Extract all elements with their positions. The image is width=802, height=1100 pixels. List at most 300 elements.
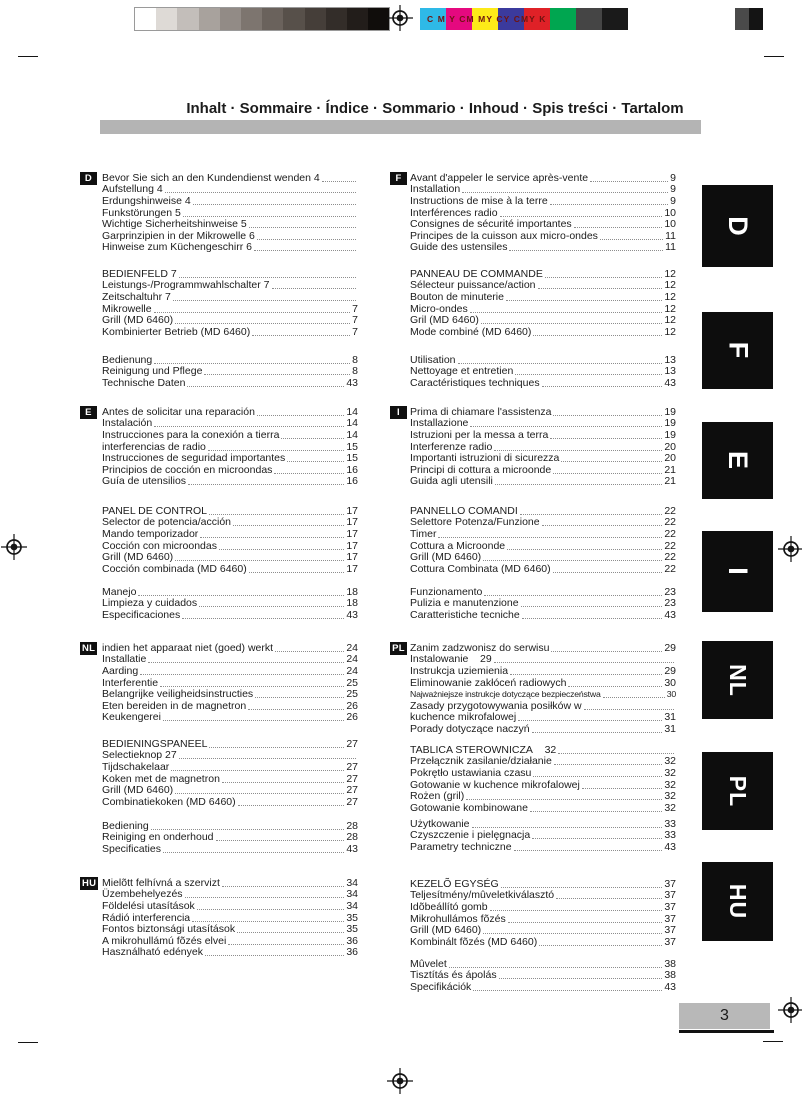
toc-leader-dots [182, 618, 344, 619]
grayscale-step [347, 8, 368, 30]
toc-entry [102, 354, 358, 366]
toc-block [410, 878, 676, 948]
toc-block [102, 406, 358, 487]
toc-entry-label: Combinatiekoken (MD 6460) [102, 795, 236, 808]
toc-leader-dots [508, 922, 663, 923]
toc-entry [410, 744, 676, 756]
toc-entry-page: 27 [346, 760, 358, 773]
toc-entry-label: Nettoyage et entretien [410, 365, 514, 378]
toc-leader-dots [183, 216, 356, 217]
toc-entry-label: Mode combiné (MD 6460) [410, 325, 532, 338]
lang-badge-i: I [390, 406, 407, 419]
registration-mark-icon [778, 997, 802, 1023]
toc-entry [102, 796, 358, 808]
toc-leader-dots [520, 514, 663, 515]
toc-entry [410, 598, 676, 610]
toc-entry [102, 877, 358, 889]
toc-entry [102, 761, 358, 773]
toc-entry-page: 37 [664, 889, 676, 902]
toc-entry-label: Reiniging en onderhoud [102, 831, 214, 844]
toc-leader-dots [151, 829, 345, 830]
toc-leader-dots [209, 514, 344, 515]
toc-entry [102, 184, 358, 196]
toc-leader-dots [165, 192, 356, 193]
toc-entry-label: Guide des ustensiles [410, 241, 508, 254]
toc-entry [102, 738, 358, 750]
grayscale-step [241, 8, 262, 30]
lang-badge-nl: NL [82, 643, 96, 654]
toc-entry-label: Bedienung [102, 353, 153, 366]
toc-entry [410, 505, 676, 517]
toc-block [102, 505, 358, 575]
toc-entry-label: BEDIENINGSPANEEL [102, 737, 208, 750]
toc-entry-label: Cocción combinada (MD 6460) [102, 562, 247, 575]
toc-leader-dots [533, 776, 662, 777]
toc-entry-label: Caractéristiques techniques [410, 376, 540, 389]
toc-leader-dots [175, 323, 350, 324]
toc-entry [102, 832, 358, 844]
toc-leader-dots [179, 277, 356, 278]
toc-entry [410, 609, 676, 621]
toc-entry-label: Caratteristiche tecniche [410, 608, 520, 621]
toc-block [102, 268, 358, 338]
toc-entry-page: 28 [346, 831, 358, 844]
side-tab-label: PL [724, 775, 751, 807]
toc-entry [410, 913, 676, 925]
toc-entry-page: 22 [664, 539, 676, 552]
toc-entry-page: 33 [664, 829, 676, 842]
toc-leader-dots [200, 537, 344, 538]
toc-entry-page: 12 [664, 325, 676, 338]
lang-badge-f: F [390, 172, 407, 185]
toc-entry-page: 12 [664, 290, 676, 303]
toc-entry [410, 841, 676, 853]
toc-entry [410, 936, 676, 948]
toc-entry-page: 10 [664, 206, 676, 219]
toc-leader-dots [179, 758, 356, 759]
toc-entry-label: PANNEAU DE COMMANDE [410, 267, 543, 280]
toc-entry-label: Interférences radio [410, 206, 498, 219]
toc-entry-page: 7 [352, 314, 358, 327]
toc-entry-label: Micro-ondes [410, 302, 468, 315]
toc-entry [410, 464, 676, 476]
toc-entry-label: Especificaciones [102, 608, 181, 621]
toc-entry-label: Istruzioni per la messa a terra [410, 428, 549, 441]
toc-entry-page: 16 [346, 463, 358, 476]
toc-leader-dots [550, 204, 668, 205]
toc-entry-label: Teljesítmény/mûveletkiválasztó [410, 889, 555, 902]
toc-leader-dots [490, 910, 663, 911]
toc-entry-label: Instructions de mise à la terre [410, 194, 548, 207]
toc-entry-page: 8 [352, 365, 358, 378]
toc-leader-dots [530, 811, 662, 812]
toc-entry-page: 13 [664, 365, 676, 378]
toc-entry-label: Hinweise zum Küchengeschirr 6 [102, 241, 252, 254]
toc-entry-page: 13 [664, 353, 676, 366]
toc-entry [410, 689, 676, 701]
toc-entry-page: 43 [664, 608, 676, 621]
toc-entry-label: Avant d'appeler le service après-vente [410, 171, 589, 184]
toc-entry-page: 36 [346, 934, 358, 947]
toc-entry-page: 9 [670, 171, 676, 184]
toc-leader-dots [175, 793, 344, 794]
grayscale-step [220, 8, 241, 30]
toc-entry-label: Installation [410, 183, 461, 196]
toc-entry [410, 552, 676, 564]
toc-block [410, 744, 676, 814]
lang-badge-pl: PL [390, 642, 407, 655]
toc-block [410, 406, 676, 487]
toc-entry [410, 303, 676, 315]
toc-entry-page: 22 [664, 516, 676, 529]
toc-entry-page: 43 [664, 376, 676, 389]
toc-entry [102, 517, 358, 529]
toc-entry-page: 24 [346, 664, 358, 677]
toc-entry-label: Installatie [102, 653, 147, 666]
toc-entry [410, 184, 676, 196]
toc-entry-label: Funzionamento [410, 585, 483, 598]
toc-entry-label: Gotowanie w kuchence mikrofalowej [410, 778, 580, 791]
toc-entry-page: 32 [664, 790, 676, 803]
toc-entry-page: 27 [346, 772, 358, 785]
toc-entry-page: 22 [664, 527, 676, 540]
toc-leader-dots [553, 473, 662, 474]
toc-leader-dots [499, 978, 663, 979]
toc-entry-label: Aarding [102, 664, 139, 677]
toc-leader-dots [574, 227, 663, 228]
toc-entry [102, 366, 358, 378]
toc-entry-page: 29 [664, 664, 676, 677]
toc-entry-page: 24 [346, 653, 358, 666]
grayscale-step [177, 8, 198, 30]
toc-entry [102, 540, 358, 552]
toc-leader-dots [514, 850, 663, 851]
toc-entry [410, 878, 676, 890]
grayscale-step [135, 8, 156, 30]
toc-entry [410, 723, 676, 735]
toc-entry-page: 19 [664, 428, 676, 441]
toc-entry [410, 429, 676, 441]
toc-leader-dots [500, 216, 663, 217]
side-tab-e [702, 422, 773, 499]
toc-leader-dots [204, 374, 350, 375]
toc-entry-label: indien het apparaat niet (goed) werkt [102, 641, 274, 654]
toc-entry-label: Reinigung und Pflege [102, 365, 203, 378]
toc-entry-label: KEZELÕ EGYSÉG [410, 877, 499, 890]
toc-leader-dots [582, 788, 662, 789]
toc-leader-dots [568, 686, 662, 687]
side-tab-label: I [722, 567, 753, 576]
toc-entry [102, 924, 358, 936]
toc-entry-page: 38 [664, 957, 676, 970]
side-tab-label: F [723, 341, 753, 360]
toc-entry [410, 890, 676, 902]
toc-entry-label: Instalowanie 29 [410, 653, 492, 666]
toc-entry [102, 586, 358, 598]
toc-entry [102, 654, 358, 666]
toc-entry-page: 26 [346, 711, 358, 724]
toc-entry-label: Grill (MD 6460) [102, 551, 174, 564]
color-step [576, 8, 602, 30]
toc-entry-label: Timer [410, 527, 437, 540]
toc-entry [102, 563, 358, 575]
toc-leader-dots [249, 572, 345, 573]
toc-entry-page: 27 [346, 784, 358, 797]
toc-entry-label: PANEL DE CONTROL [102, 504, 208, 517]
lang-badge-e: E [80, 406, 97, 419]
toc-leader-dots [483, 933, 662, 934]
toc-entry-label: Installazione [410, 417, 469, 430]
toc-entry-label: Használható edények [102, 946, 203, 959]
registration-mark-icon [778, 536, 802, 562]
toc-entry [410, 712, 676, 724]
toc-entry-page: 23 [664, 597, 676, 610]
toc-entry-label: interferencias de radio [102, 440, 206, 453]
toc-entry [410, 453, 676, 465]
grayscale-step [199, 8, 220, 30]
side-tab-pl [702, 752, 773, 830]
toc-entry-page: 31 [664, 723, 676, 736]
side-tab-label: D [723, 215, 753, 237]
toc-entry [410, 563, 676, 575]
toc-entry [102, 377, 358, 389]
toc-entry [102, 820, 358, 832]
toc-leader-dots [518, 720, 662, 721]
toc-entry [102, 230, 358, 242]
toc-entry [410, 366, 676, 378]
toc-entry-page: 17 [346, 504, 358, 517]
toc-leader-dots [550, 438, 662, 439]
toc-entry-page: 32 [664, 755, 676, 768]
toc-entry [102, 912, 358, 924]
toc-leader-dots [481, 323, 662, 324]
toc-leader-dots [197, 909, 345, 910]
toc-leader-dots [483, 560, 662, 561]
toc-leader-dots [556, 898, 662, 899]
toc-entry [410, 418, 676, 430]
toc-entry [102, 476, 358, 488]
toc-entry [102, 900, 358, 912]
toc-entry [410, 802, 676, 814]
toc-entry [102, 552, 358, 564]
toc-entry-page: 15 [346, 452, 358, 465]
toc-leader-dots [551, 651, 662, 652]
registration-mark-icon [387, 1068, 413, 1094]
toc-entry [102, 242, 358, 254]
toc-entry-page: 7 [352, 302, 358, 315]
toc-leader-dots [281, 438, 344, 439]
page-number: 3 [679, 1003, 770, 1029]
side-tab-hu [702, 862, 773, 941]
toc-entry-page: 25 [346, 688, 358, 701]
toc-block [102, 738, 358, 808]
toc-leader-dots [509, 250, 663, 251]
toc-block [102, 642, 358, 723]
toc-leader-dots [458, 363, 663, 364]
title-underline-bar [100, 120, 701, 134]
toc-entry [102, 315, 358, 327]
toc-entry-page: 11 [665, 229, 676, 242]
toc-leader-dots [173, 300, 356, 301]
toc-entry-page: 24 [346, 641, 358, 654]
toc-entry-label: Selectieknop 27 [102, 749, 177, 762]
toc-leader-dots [160, 686, 344, 687]
toc-leader-dots [252, 335, 350, 336]
toc-entry [410, 219, 676, 231]
toc-entry-label: Mikrowelle [102, 302, 152, 315]
toc-entry [102, 207, 358, 219]
toc-entry [102, 303, 358, 315]
toc-entry-page: 12 [664, 267, 676, 280]
toc-entry-page: 15 [346, 440, 358, 453]
toc-entry-label: Limpieza y cuidados [102, 597, 198, 610]
calibration-square [749, 8, 763, 30]
toc-entry [410, 958, 676, 970]
toc-entry [102, 326, 358, 338]
toc-entry-label: Manejo [102, 585, 137, 598]
toc-block [410, 268, 676, 338]
color-calibration-labels: C M Y CM MY CY CMY K [427, 14, 547, 24]
toc-block [410, 505, 676, 575]
toc-entry-page: 37 [664, 912, 676, 925]
toc-entry [410, 476, 676, 488]
toc-entry-page: 43 [346, 842, 358, 855]
toc-entry-label: TABLICA STEROWNICZA 32 [410, 743, 557, 756]
toc-leader-dots [600, 239, 663, 240]
toc-entry [102, 268, 358, 280]
toc-entry [102, 889, 358, 901]
toc-block [102, 877, 358, 958]
toc-leader-dots [470, 426, 662, 427]
toc-entry-page: 17 [346, 539, 358, 552]
toc-entry [410, 981, 676, 993]
toc-leader-dots [501, 887, 663, 888]
toc-entry [102, 505, 358, 517]
toc-entry-page: 27 [346, 737, 358, 750]
toc-entry-label: Parametry techniczne [410, 840, 512, 853]
toc-entry-label: Grill (MD 6460) [410, 924, 482, 937]
toc-leader-dots [532, 838, 662, 839]
toc-entry-page: 17 [346, 516, 358, 529]
toc-entry-page: 30 [664, 676, 676, 689]
toc-entry-label: Consignes de sécurité importantes [410, 218, 572, 231]
toc-entry-label: Eliminowanie zakłóceń radiowych [410, 676, 567, 689]
toc-leader-dots [542, 386, 663, 387]
toc-entry-page: 25 [346, 676, 358, 689]
toc-entry-page: 37 [664, 935, 676, 948]
toc-leader-dots [466, 799, 662, 800]
toc-entry-page: 21 [664, 475, 676, 488]
toc-entry-label: Pokrętło ustawiania czasu [410, 766, 532, 779]
toc-entry-page: 29 [664, 641, 676, 654]
toc-leader-dots [219, 549, 344, 550]
toc-entry-page: 12 [664, 302, 676, 315]
toc-leader-dots [257, 239, 356, 240]
toc-entry-label: Grill (MD 6460) [102, 784, 174, 797]
toc-leader-dots [287, 461, 344, 462]
toc-entry-page: 21 [664, 463, 676, 476]
toc-leader-dots [538, 288, 663, 289]
toc-leader-dots [254, 250, 356, 251]
toc-entry [102, 689, 358, 701]
toc-leader-dots [175, 560, 344, 561]
toc-entry-page: 8 [352, 353, 358, 366]
toc-entry-label: Aufstellung 4 [102, 183, 163, 196]
toc-entry-label: Instrucciones de seguridad importantes [102, 452, 286, 465]
trim-mark [18, 56, 38, 57]
toc-entry-page: 14 [346, 405, 358, 418]
toc-entry-label: Fontos biztonsági utasítások [102, 923, 236, 936]
toc-leader-dots [438, 537, 662, 538]
toc-entry [410, 791, 676, 803]
toc-leader-dots [484, 595, 662, 596]
toc-leader-dots [188, 484, 344, 485]
grayscale-step [326, 8, 347, 30]
toc-entry [410, 242, 676, 254]
toc-leader-dots [542, 525, 663, 526]
toc-entry [102, 280, 358, 292]
toc-entry-label: Instrukcja uziemienia [410, 664, 509, 677]
toc-leader-dots [249, 227, 356, 228]
toc-leader-dots [507, 549, 662, 550]
toc-entry-label: Belangrijke veiligheidsinstructies [102, 688, 254, 701]
toc-entry-page: 37 [664, 924, 676, 937]
toc-entry [410, 586, 676, 598]
toc-block [102, 172, 358, 253]
toc-entry-page: 27 [346, 795, 358, 808]
toc-entry [410, 441, 676, 453]
toc-entry-page: 14 [346, 428, 358, 441]
side-tab-label: HU [724, 883, 751, 920]
toc-entry-page: 43 [664, 980, 676, 993]
toc-entry-label: Przełącznik zasilanie/działanie [410, 755, 552, 768]
toc-entry [102, 609, 358, 621]
lang-badge-d: D [80, 172, 97, 185]
toc-entry-label: Technische Daten [102, 376, 186, 389]
toc-entry [102, 172, 358, 184]
toc-entry [102, 598, 358, 610]
toc-entry-page: 32 [664, 801, 676, 814]
toc-entry-label: Eten bereiden in de magnetron [102, 699, 247, 712]
toc-entry-page: 22 [664, 504, 676, 517]
trim-mark [763, 1041, 783, 1042]
toc-entry-label: Najważniejsze instrukcje dotyczące bezpieczeństwa [410, 689, 601, 700]
toc-leader-dots [522, 618, 663, 619]
toc-entry [410, 315, 676, 327]
toc-entry-label: Sélecteur puissance/action [410, 279, 536, 292]
toc-block [410, 354, 676, 389]
toc-entry-label: Porady dotyczące naczyń [410, 723, 530, 736]
toc-entry-label: Pulizia e manutenzione [410, 597, 519, 610]
toc-leader-dots [545, 277, 662, 278]
toc-entry-label: Wichtige Sicherheitshinweise 5 [102, 218, 247, 231]
toc-leader-dots [148, 662, 344, 663]
toc-entry [410, 642, 676, 654]
toc-entry-label: Zanim zadzwonisz do serwisu [410, 641, 550, 654]
grayscale-step [262, 8, 283, 30]
toc-leader-dots [539, 945, 662, 946]
side-tab-f [702, 312, 773, 389]
toc-leader-dots [233, 525, 344, 526]
toc-entry [410, 207, 676, 219]
toc-entry-page: 43 [346, 608, 358, 621]
calibration-square [735, 8, 749, 30]
toc-leader-dots [510, 674, 662, 675]
toc-entry [410, 280, 676, 292]
toc-entry-label: Gril (MD 6460) [410, 314, 479, 327]
toc-entry-page: 23 [664, 585, 676, 598]
toc-entry [102, 677, 358, 689]
